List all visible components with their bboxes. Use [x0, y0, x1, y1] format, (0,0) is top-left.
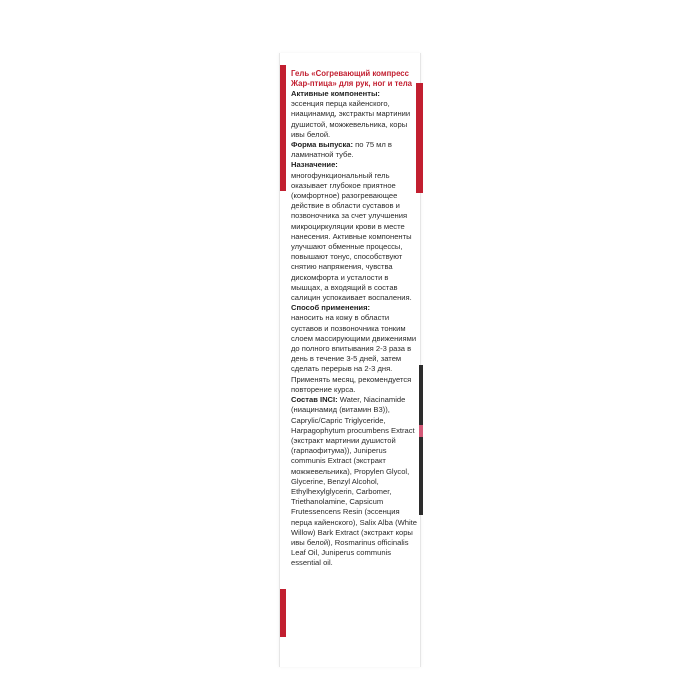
usage-section [291, 303, 419, 395]
inci-text: Water, Niacinamide (ниацинамид (витамин B3)), Caprylic/Capric Triglyceride, Harpagophytum procumbens Extract (экстракт мартинии душистой (гарпаофитума)), Juniperus communis Extract (экстракт можжевельника), Propylen Glycol, Glycerine, Benzyl Alcohol, Ethylhexylglycerin, Carbomer, Triethanolamine, Capsicum Frutessencens Resin (эссенция перца кайенского), Salix Alba (White Willow) Bark Extract (экстракт коры ивы белой), Rosmarinus officinalis Leaf Oil, Juniperus communis essential oil. [291, 395, 418, 568]
product-box [279, 53, 421, 667]
usage-text: наносить на кожу в области суставов и позвоночника тонким слоем массирующими движениями до полного впитывания 2-3 раза в день в течение 3-5 дней, затем сделать перерыв на 2-3 дня. Применять месяц, рекомендуется повторение курса. [291, 313, 417, 394]
release-form-section [291, 140, 419, 160]
purpose-section [291, 160, 419, 303]
active-components-heading: Активные компоненты: [291, 89, 380, 98]
release-form-text: по 75 мл в ламинатной тубе. [291, 140, 392, 160]
label-text-block [291, 69, 419, 569]
red-stripe-bottom-left [280, 589, 286, 637]
red-stripe-top-left [280, 65, 286, 191]
product-title: Гель «Согревающий компресс Жар-птица» для рук, ног и тела [291, 69, 413, 88]
inci-heading: Состав INCI: [291, 395, 338, 405]
active-components-section [291, 89, 419, 140]
side-print-accent [419, 425, 423, 437]
release-form-heading: Форма выпуска: [291, 140, 354, 150]
purpose-heading: Назначение: [291, 160, 338, 170]
purpose-text: многофункциональный гель оказывает глубокое приятное (комфортное) разогревающее действие в области суставов и позвоночника за счет улучшения микроциркуляции крови в месте нанесения. Активные компоненты улучшают обменные процессы, повышают тонус, способствуют снятию напряжения, чувства дискомфорта и усталости в мышцах, а входящий в состав салицин успокаивает воспаления. [291, 170, 412, 303]
inci-section [291, 395, 419, 568]
usage-heading: Способ применения: [291, 303, 371, 313]
active-components-text: эссенция перца кайенского, ниацинамид, экстракты мартинии душистой, можжевельника, коры ивы белой. [291, 99, 411, 139]
side-print-mark [419, 365, 423, 515]
